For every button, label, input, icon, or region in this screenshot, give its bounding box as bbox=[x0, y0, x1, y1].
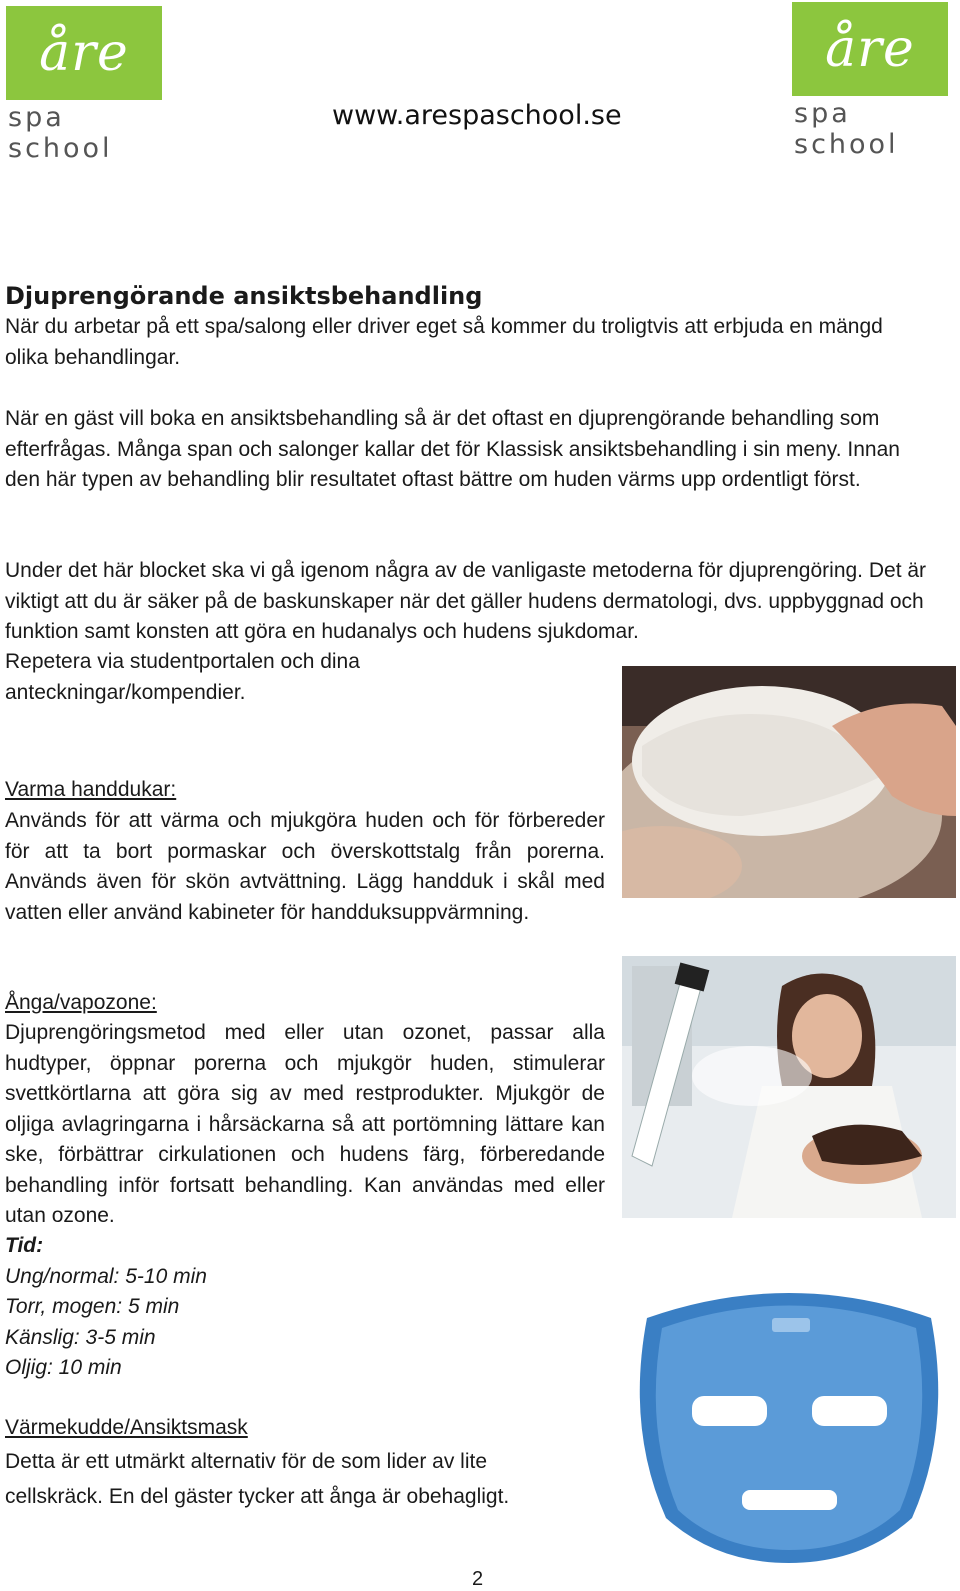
steam-body: Djuprengöringsmetod med eller utan ozonet, passar alla hudtyper, öppnar porerna och mjukgör huden, stimulerar svettkörtlarna att göra sig av med restprodukter. Mjukgör de oljiga avlagringarna i hårsäckarna så att portömning lättare kan ske, förbättrar cirkulationen och hudens färg, förberedande behandling inför fortsatt behandling. Kan användas med eller utan ozone. bbox=[5, 1021, 605, 1227]
mask-heading-text: Värmekudde/Ansiktsmask bbox=[5, 1416, 248, 1439]
towels-heading bbox=[5, 775, 605, 806]
intro-paragraph-2: När en gäst vill boka en ansiktsbehandling så är det oftast en djuprengörande behandling som efterfrågas. Många span och salonger kallar det för Klassisk ansiktsbehandling i sin meny. Innan den här typen av behandling blir resultatet oftast bättre om huden värms upp ordentligt först. bbox=[5, 407, 900, 491]
time-item: Oljig: 10 min bbox=[5, 1356, 122, 1379]
warm-towel-photo bbox=[622, 666, 956, 898]
mask-body: Detta är ett utmärkt alternativ för de som lider av lite cellskräck. En del gäster tycker att ånga är obehagligt. bbox=[5, 1450, 510, 1508]
steam-vapozone-photo bbox=[622, 956, 956, 1218]
time-item: Torr, mogen: 5 min bbox=[5, 1295, 180, 1318]
mask-heading bbox=[5, 1413, 605, 1444]
time-item: Känslig: 3-5 min bbox=[5, 1325, 156, 1349]
steam-heading bbox=[5, 988, 605, 1019]
time-item: Ung/normal: 5-10 min bbox=[5, 1264, 207, 1288]
time-label: Tid: bbox=[5, 1234, 44, 1257]
steam-time-list bbox=[5, 1231, 405, 1384]
website-url[interactable]: www.arespaschool.se bbox=[332, 100, 622, 131]
page-title: Djuprengörande ansiktsbehandling bbox=[5, 282, 483, 310]
intro-paragraph-4: Repetera via studentportalen och dina anteckningar/kompendier. bbox=[5, 650, 360, 704]
intro-paragraph-3: Under det här blocket ska vi gå igenom några av de vanligaste metoderna för djuprengöring. Det är viktigt att du är säker på de baskunskaper när det gäller hudens dermatologi, dvs. uppbyggnad och funktion samt konsten att göra en hudanalys och hudens sjukdomar. bbox=[5, 559, 927, 643]
logo-mark: åre bbox=[792, 2, 948, 96]
towels-body: Används för att värma och mjukgöra huden och för förbereder för att ta bort pormaskar och överskottstalg från porerna. Används även för skön avtvättning. Lägg handduk i skål med vatten eller använd kabineter för handduksuppvärmning. bbox=[5, 809, 605, 924]
intro-paragraph-1: När du arbetar på ett spa/salong eller driver eget så kommer du troligtvis att erbjuda en mängd olika behandlingar. bbox=[5, 315, 883, 369]
logo-subtitle: spa school bbox=[794, 98, 899, 160]
spa-school-logo-left bbox=[6, 6, 166, 164]
gel-face-mask-photo bbox=[622, 1278, 956, 1563]
logo-mark: åre bbox=[6, 6, 162, 100]
towels-heading-text: Varma handdukar: bbox=[5, 778, 177, 801]
steam-heading-text: Ånga/vapozone: bbox=[5, 991, 157, 1014]
page-number: 2 bbox=[472, 1568, 484, 1590]
logo-subtitle: spa school bbox=[8, 102, 113, 164]
spa-school-logo-right bbox=[792, 2, 952, 160]
